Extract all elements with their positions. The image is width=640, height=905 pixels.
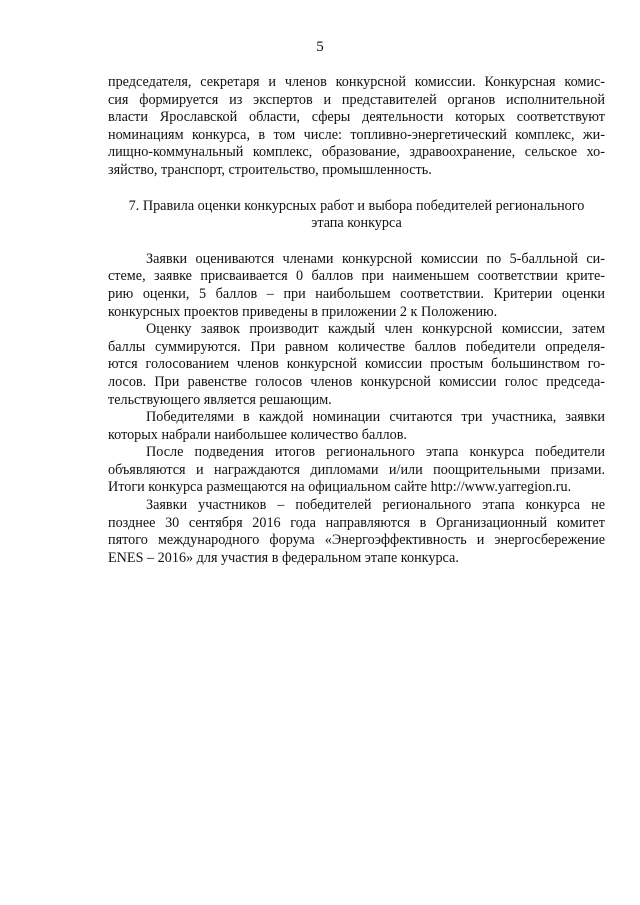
text-line: тельствующего является решающим. [108, 391, 332, 408]
text-line: ются голосованием членов конкурсной комиссии простым большинством го- [108, 356, 605, 373]
text-line: пятого международного форума «Энергоэффективность и энергосбережение [108, 532, 605, 549]
text-line: номинациям конкурса, в том числе: топливно-энергетический комплекс, жи- [108, 126, 605, 143]
text-line: Победителями в каждой номинации считаются три участника, заявки [146, 409, 605, 426]
text-line: председателя, секретаря и членов конкурсной комиссии. Конкурсная комис- [108, 74, 605, 90]
text-line: конкурсных проектов приведены в приложении 2 к Положению. [108, 303, 498, 320]
paragraph-results [108, 444, 605, 497]
text-line: После подведения итогов регионального этапа конкурса победители [146, 444, 605, 461]
paragraph-evaluation [108, 321, 605, 409]
text-line: объявляются и награждаются дипломами и/или поощрительными призами. [108, 461, 605, 478]
text-line: которых набрали наибольшее количество баллов. [108, 426, 407, 443]
text-line: Заявки оцениваются членами конкурсной комиссии по 5-балльной си- [146, 250, 605, 267]
text-line: стеме, заявке присваивается 0 баллов при наименьшем соответствии крите- [108, 268, 605, 285]
text-line: сия формируется из экспертов и представителей органов исполнительной [108, 91, 605, 108]
paragraph-winners [108, 409, 605, 444]
section-heading-line: 7. Правила оценки конкурсных работ и выбора победителей регионального [128, 197, 585, 214]
section-heading-line: этапа конкурса [311, 215, 402, 232]
page-content [108, 74, 605, 567]
text-line: ENES – 2016» для участия в федеральном этапе конкурса. [108, 549, 459, 566]
intro-paragraph [108, 74, 605, 180]
text-line: лищно-коммунальный комплекс, образование, здравоохранение, сельское хо- [108, 144, 605, 161]
page-number: 5 [316, 39, 324, 55]
paragraph-scoring [108, 251, 605, 321]
text-line: рию оценки, 5 баллов – при наибольшем соответствии. Критерии оценки [108, 285, 605, 302]
text-line: Заявки участников – победителей регионального этапа конкурса не [146, 497, 605, 514]
section-heading [108, 198, 605, 233]
text-line: Оценку заявок производит каждый член конкурсной комиссии, затем [146, 321, 605, 338]
text-line: лосов. При равенстве голосов членов конкурсной комиссии голос председа- [108, 373, 605, 390]
text-line: власти Ярославской области, сферы деятельности которых соответствуют [108, 109, 605, 126]
paragraph-submission [108, 497, 605, 567]
text-line: баллы суммируются. При равном количестве баллов победители определя- [108, 338, 605, 355]
text-line: зяйство, транспорт, строительство, промышленность. [108, 161, 432, 178]
text-line: Итоги конкурса размещаются на официальном сайте http://www.yarregion.ru. [108, 479, 572, 496]
text-line: позднее 30 сентября 2016 года направляются в Организационный комитет [108, 514, 605, 531]
